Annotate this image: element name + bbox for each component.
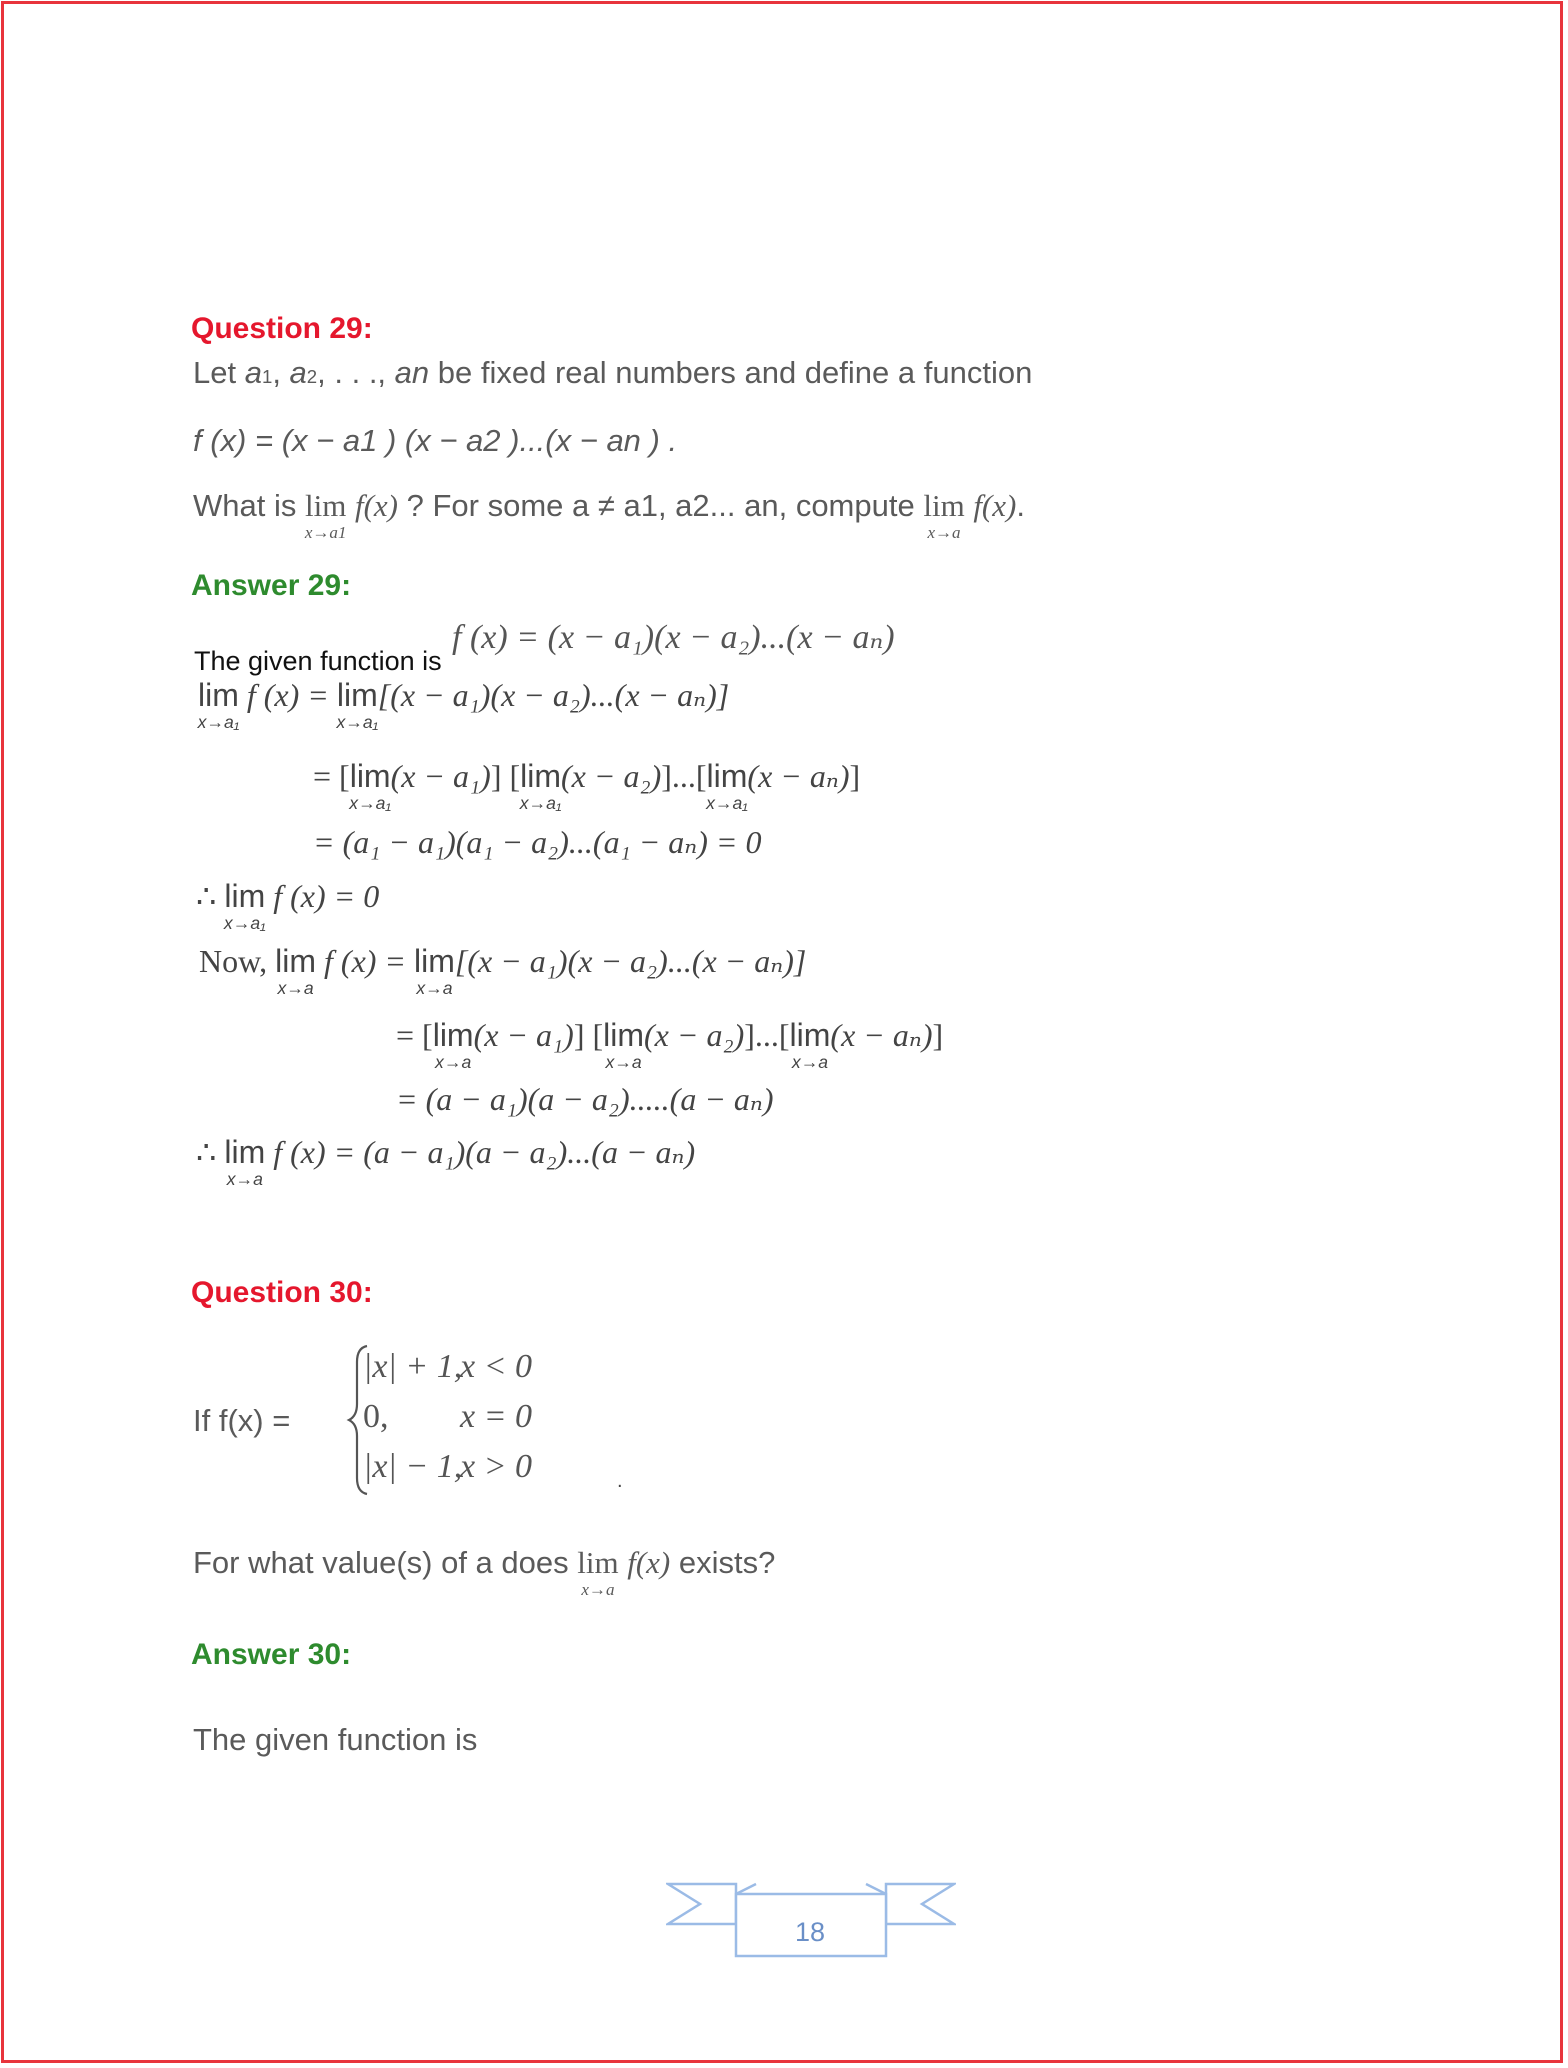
lim-l2a bbox=[349, 758, 392, 813]
case-2-expr: 0, bbox=[363, 1398, 389, 1435]
solution-line-7: = (a − a₁)(a − a₂).....(a − aₙ) bbox=[396, 1081, 774, 1117]
lim-sub: x→a bbox=[791, 1052, 829, 1072]
l8-post: f (x) = (a − a₁)(a − a₂)...(a − aₙ) bbox=[273, 1134, 696, 1170]
l2-t2: (x − a₂) bbox=[561, 758, 662, 794]
question-29-heading: Question 29: bbox=[191, 312, 373, 345]
case-3-expr: |x| − 1, bbox=[363, 1448, 463, 1485]
sep-2: , . . ., bbox=[317, 355, 395, 390]
var-a1: a bbox=[244, 355, 262, 390]
now-text: Now, bbox=[199, 943, 268, 979]
fx-2: f(x) bbox=[973, 488, 1017, 523]
l2-t3: (x − aₙ) bbox=[747, 758, 850, 794]
lim-text: lim bbox=[706, 758, 748, 794]
answer-29-given-formula: f (x) = (x − a₁)(x − a₂)...(x − aₙ) bbox=[452, 619, 895, 656]
sub-2: 2 bbox=[306, 366, 318, 387]
l2-mid2: ]...[ bbox=[661, 758, 707, 794]
lim-l1b bbox=[336, 677, 379, 732]
lim-word: lim bbox=[304, 488, 347, 523]
lim-word: lim bbox=[577, 1545, 619, 1580]
l5-lhs: f (x) = bbox=[324, 943, 407, 979]
solution-line-8 bbox=[196, 1133, 696, 1189]
question-29-function: f (x) = (x − a1 ) (x − a2 )...(x − an ) . bbox=[193, 423, 678, 458]
solution-line-4 bbox=[196, 877, 380, 933]
l2-t1: (x − a₁) bbox=[390, 758, 491, 794]
lim-text: lim bbox=[198, 677, 239, 713]
l1-rhs: [(x − a₁)(x − a₂)...(x − aₙ)] bbox=[377, 677, 730, 713]
lim-word-2: lim bbox=[923, 488, 965, 523]
lim-sub: x→a₁ bbox=[349, 793, 392, 813]
solution-line-1 bbox=[197, 676, 730, 732]
lim-text: lim bbox=[789, 1017, 831, 1053]
l2-mid1: ] [ bbox=[490, 758, 521, 794]
answer-29-heading: Answer 29: bbox=[191, 569, 352, 602]
what-is-text: What is bbox=[193, 488, 297, 523]
lim-sub: x→a bbox=[416, 978, 453, 998]
lim-text: lim bbox=[336, 677, 378, 713]
lim-l6b bbox=[603, 1017, 644, 1072]
lim-sub-a1: x→a1 bbox=[304, 523, 347, 542]
intro-prefix: Let bbox=[193, 355, 245, 390]
case-1-cond: x < 0 bbox=[460, 1348, 533, 1385]
lim-text: lim bbox=[603, 1017, 644, 1053]
sep-1: , bbox=[272, 355, 290, 390]
solution-line-5 bbox=[199, 942, 807, 998]
therefore-sign-2: ∴ bbox=[196, 1134, 217, 1170]
solution-line-3: = (a₁ − a₁)(a₁ − a₂)...(a₁ − aₙ) = 0 bbox=[313, 824, 762, 860]
case-2-cond: x = 0 bbox=[460, 1398, 533, 1435]
answer-29-given: The given function is bbox=[194, 646, 442, 676]
q30-if-label: If f(x) = bbox=[193, 1403, 291, 1438]
lim-sub: x→a₁ bbox=[706, 793, 748, 813]
lim-text: lim bbox=[414, 943, 455, 979]
solution-line-2 bbox=[313, 757, 861, 813]
sub-1: 1 bbox=[261, 366, 273, 387]
question-30-ask bbox=[193, 1545, 776, 1599]
fx: f(x) bbox=[354, 488, 398, 523]
lim-l5b bbox=[414, 943, 455, 998]
lim-text: lim bbox=[224, 878, 266, 914]
lim-sub-a: x→a bbox=[927, 523, 961, 542]
case-1-expr: |x| + 1, bbox=[363, 1348, 463, 1385]
lim-l2c bbox=[706, 758, 748, 813]
lim-l6a bbox=[432, 1017, 474, 1072]
l5-rhs: [(x − a₁)(x − a₂)...(x − aₙ)] bbox=[454, 943, 807, 979]
answer-30-given: The given function is bbox=[193, 1722, 478, 1757]
intro-suffix: be fixed real numbers and define a function bbox=[429, 355, 1033, 390]
lim-l1a bbox=[197, 677, 240, 732]
var-a2: a bbox=[289, 355, 307, 390]
therefore-sign: ∴ bbox=[196, 878, 217, 914]
q30-prefix: For what value(s) of a does bbox=[193, 1545, 569, 1580]
l6-mid1: ] [ bbox=[573, 1017, 604, 1053]
q30-fx: f(x) bbox=[627, 1545, 671, 1580]
lim-text: lim bbox=[275, 943, 317, 979]
limit-a bbox=[923, 488, 965, 542]
l6-close: ] bbox=[932, 1017, 944, 1053]
lim-text: lim bbox=[520, 758, 561, 794]
lim-sub: x→a bbox=[435, 1052, 472, 1072]
lim-sub: x→a bbox=[605, 1052, 642, 1072]
case-3-cond: x > 0 bbox=[460, 1448, 533, 1485]
lim-text: lim bbox=[432, 1017, 474, 1053]
page-number: 18 bbox=[794, 1917, 826, 1947]
l6-open: = [ bbox=[396, 1017, 433, 1053]
l6-mid2: ]...[ bbox=[744, 1017, 790, 1053]
var-an: an bbox=[394, 355, 430, 390]
lim-l8 bbox=[224, 1134, 266, 1189]
l4-post: f (x) = 0 bbox=[273, 878, 380, 914]
q30-suffix: exists? bbox=[678, 1545, 776, 1580]
lim-sub: x→a₁ bbox=[223, 913, 266, 933]
question-29-ask bbox=[193, 488, 1025, 542]
lim-l5a bbox=[275, 943, 317, 998]
lim-sub: x→a₁ bbox=[336, 712, 379, 732]
l6-t2: (x − a₂) bbox=[644, 1017, 745, 1053]
trailing-dot: . bbox=[617, 1470, 623, 1492]
question-29-intro bbox=[193, 355, 1032, 391]
answer-30-heading: Answer 30: bbox=[191, 1638, 352, 1671]
lim-l6c bbox=[789, 1017, 831, 1072]
lim-sub: x→a₁ bbox=[197, 712, 240, 732]
l1-lhs: f (x) = bbox=[246, 677, 329, 713]
solution-line-6 bbox=[396, 1016, 944, 1072]
l2-close: ] bbox=[849, 758, 861, 794]
question-30-heading: Question 30: bbox=[191, 1276, 373, 1309]
q30-limit bbox=[577, 1545, 619, 1599]
lim-text: lim bbox=[224, 1134, 266, 1170]
limit-a1 bbox=[304, 488, 347, 542]
lim-sub: x→a bbox=[226, 1169, 263, 1189]
lim-sub: x→a₁ bbox=[519, 793, 562, 813]
end-dot: . bbox=[1016, 488, 1025, 523]
lim-sub: x→a bbox=[581, 1580, 615, 1599]
lim-sub: x→a bbox=[277, 978, 314, 998]
lim-text: lim bbox=[349, 758, 391, 794]
lim-l4 bbox=[223, 878, 266, 933]
mid-text: ? For some a ≠ a1, a2... an, compute bbox=[406, 488, 915, 523]
lim-l2b bbox=[519, 758, 562, 813]
l2-open: = [ bbox=[313, 758, 350, 794]
l6-t3: (x − aₙ) bbox=[830, 1017, 933, 1053]
l6-t1: (x − a₁) bbox=[473, 1017, 574, 1053]
